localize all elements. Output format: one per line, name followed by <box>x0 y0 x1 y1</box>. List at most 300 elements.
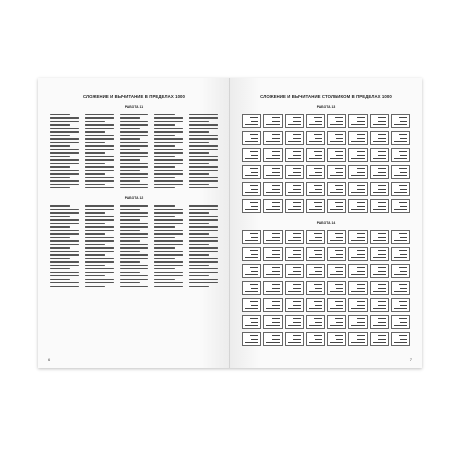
exercise-line <box>85 233 105 234</box>
exercise-line <box>189 145 218 146</box>
exercise-column <box>50 205 79 286</box>
exercise-line <box>85 205 114 206</box>
exercise-line <box>189 254 209 255</box>
exercise-line <box>154 279 174 280</box>
column-exercise-cell <box>370 131 389 145</box>
exercise-line <box>189 237 218 238</box>
exercise-line <box>189 268 218 269</box>
exercise-line <box>85 268 114 269</box>
exercise-line <box>120 156 149 157</box>
exercise-line <box>120 121 149 122</box>
exercise-line <box>50 219 79 220</box>
exercise-line <box>189 261 218 262</box>
exercise-line <box>50 149 79 150</box>
exercise-line <box>85 261 114 262</box>
exercise-line <box>189 282 218 283</box>
exercise-line <box>50 244 79 245</box>
exercise-line <box>50 145 70 146</box>
column-exercise-cell <box>327 165 346 179</box>
open-workbook <box>38 78 422 368</box>
exercise-line <box>50 209 79 210</box>
exercise-line <box>50 212 79 213</box>
column-exercise-cell <box>285 131 304 145</box>
exercise-line <box>120 173 149 174</box>
column-exercise-cell <box>242 165 261 179</box>
section-label-14: РАБОТА 14 <box>316 221 336 225</box>
exercise-line <box>189 219 218 220</box>
column-exercise-cell <box>263 114 282 128</box>
exercise-line <box>189 184 209 185</box>
column-exercise-cell <box>391 131 410 145</box>
exercise-line <box>50 275 79 276</box>
column-exercise-cell <box>306 182 325 196</box>
exercise-line <box>50 286 79 287</box>
exercise-line <box>154 216 174 217</box>
exercise-line <box>120 117 140 118</box>
page-number-right: 7 <box>409 357 412 362</box>
exercise-line <box>189 258 218 259</box>
column-exercise-cell <box>348 247 367 261</box>
exercise-line <box>154 226 174 227</box>
exercise-line <box>85 237 114 238</box>
column-exercise-cell <box>263 281 282 295</box>
column-exercise-cell <box>348 114 367 128</box>
left-page <box>38 78 230 368</box>
exercise-column <box>154 205 183 286</box>
left-page-title: СЛОЖЕНИЕ И ВЫЧИТАНИЕ В ПРЕДЕЛАХ 1000 <box>82 94 186 99</box>
exercise-line <box>85 159 114 160</box>
exercise-line <box>85 240 114 241</box>
exercise-line <box>50 138 79 139</box>
column-exercise-cell <box>348 148 367 162</box>
exercise-line <box>154 237 174 238</box>
exercise-line <box>120 124 149 125</box>
column-exercise-cell <box>391 247 410 261</box>
column-exercise-cell <box>391 230 410 244</box>
exercise-line <box>189 247 218 248</box>
exercise-line <box>120 145 149 146</box>
exercise-line <box>50 135 70 136</box>
exercise-line <box>85 145 114 146</box>
exercise-line <box>85 135 114 136</box>
exercise-line <box>120 244 149 245</box>
column-exercise-cell <box>370 315 389 329</box>
exercise-line <box>120 240 140 241</box>
exercise-line <box>120 272 140 273</box>
exercise-line <box>189 121 209 122</box>
exercise-line <box>189 159 218 160</box>
exercise-line <box>85 275 105 276</box>
column-exercise-cell <box>370 182 389 196</box>
exercise-line <box>120 187 149 188</box>
column-exercises-13 <box>240 114 412 213</box>
exercise-line <box>189 240 218 241</box>
exercise-line <box>154 275 183 276</box>
exercise-line <box>50 240 79 241</box>
exercise-line <box>154 114 174 115</box>
column-exercise-cell <box>348 281 367 295</box>
exercise-line <box>85 258 114 259</box>
column-exercise-cell <box>263 131 282 145</box>
exercise-line <box>189 166 218 167</box>
column-exercise-cell <box>242 182 261 196</box>
exercise-line <box>50 237 70 238</box>
column-exercise-cell <box>285 298 304 312</box>
exercise-line <box>120 159 140 160</box>
exercise-block-11 <box>48 114 220 188</box>
exercise-line <box>50 180 79 181</box>
column-exercise-cell <box>327 332 346 346</box>
exercise-line <box>189 230 218 231</box>
exercise-line <box>189 128 218 129</box>
column-exercise-cell <box>391 298 410 312</box>
exercise-line <box>85 131 105 132</box>
exercise-line <box>120 216 149 217</box>
column-exercise-cell <box>263 148 282 162</box>
exercise-line <box>85 226 114 227</box>
exercise-line <box>85 219 114 220</box>
exercise-line <box>189 275 209 276</box>
column-exercise-cell <box>391 165 410 179</box>
section-label-11: РАБОТА 11 <box>124 105 144 109</box>
exercise-line <box>120 152 149 153</box>
column-exercise-cell <box>263 182 282 196</box>
exercise-line <box>154 135 174 136</box>
exercise-line <box>85 138 114 139</box>
exercise-line <box>50 124 70 125</box>
column-exercise-cell <box>327 199 346 213</box>
column-exercise-cell <box>370 247 389 261</box>
exercise-line <box>154 152 183 153</box>
exercise-line <box>154 247 174 248</box>
exercise-line <box>189 124 218 125</box>
exercise-line <box>189 170 218 171</box>
exercise-line <box>120 275 149 276</box>
column-exercise-cell <box>242 281 261 295</box>
exercise-line <box>85 279 114 280</box>
exercise-line <box>189 163 209 164</box>
exercise-line <box>120 282 140 283</box>
exercise-column <box>50 114 79 188</box>
exercise-line <box>189 149 218 150</box>
exercise-line <box>154 258 174 259</box>
exercise-line <box>120 135 149 136</box>
exercise-line <box>154 142 183 143</box>
exercise-line <box>189 244 209 245</box>
column-exercise-cell <box>370 230 389 244</box>
exercise-line <box>85 187 114 188</box>
column-exercise-cell <box>327 298 346 312</box>
exercise-line <box>189 212 209 213</box>
column-exercise-cell <box>391 182 410 196</box>
exercise-line <box>154 180 183 181</box>
exercise-line <box>154 212 183 213</box>
exercise-line <box>120 230 140 231</box>
exercise-line <box>189 177 218 178</box>
exercise-line <box>154 187 174 188</box>
column-exercise-cell <box>327 131 346 145</box>
exercise-line <box>50 282 79 283</box>
exercise-line <box>154 124 174 125</box>
exercise-line <box>85 117 114 118</box>
exercise-line <box>189 216 218 217</box>
column-exercise-cell <box>306 332 325 346</box>
column-exercise-cell <box>327 114 346 128</box>
column-exercise-cell <box>263 199 282 213</box>
exercise-line <box>85 265 105 266</box>
exercise-line <box>85 247 114 248</box>
column-exercise-cell <box>263 298 282 312</box>
column-exercise-cell <box>370 264 389 278</box>
column-exercise-cell <box>327 182 346 196</box>
column-exercise-cell <box>242 315 261 329</box>
exercise-line <box>189 180 218 181</box>
exercise-line <box>189 173 209 174</box>
exercise-line <box>189 135 218 136</box>
column-exercise-cell <box>306 298 325 312</box>
exercise-line <box>120 205 149 206</box>
exercise-line <box>85 149 114 150</box>
exercise-line <box>120 149 140 150</box>
column-exercise-cell <box>370 114 389 128</box>
exercise-line <box>50 166 70 167</box>
exercise-line <box>85 212 105 213</box>
exercise-line <box>50 251 79 252</box>
exercise-line <box>120 180 140 181</box>
column-exercise-cell <box>242 230 261 244</box>
exercise-line <box>154 272 183 273</box>
exercise-line <box>154 177 174 178</box>
column-exercise-cell <box>285 332 304 346</box>
exercise-line <box>154 240 183 241</box>
exercise-column <box>85 205 114 286</box>
exercise-line <box>50 187 70 188</box>
exercise-line <box>85 230 114 231</box>
exercise-line <box>85 156 114 157</box>
section-label-13: РАБОТА 13 <box>316 105 336 109</box>
exercise-line <box>154 184 183 185</box>
exercise-line <box>154 230 183 231</box>
exercise-column <box>189 114 218 188</box>
exercise-line <box>154 128 183 129</box>
exercise-line <box>120 233 149 234</box>
column-exercise-cell <box>370 148 389 162</box>
column-exercise-cell <box>348 199 367 213</box>
column-exercise-cell <box>285 264 304 278</box>
exercise-line <box>154 254 183 255</box>
exercise-line <box>50 226 70 227</box>
column-exercise-cell <box>370 281 389 295</box>
exercise-line <box>189 265 209 266</box>
exercise-line <box>154 268 174 269</box>
exercise-line <box>50 254 79 255</box>
exercise-line <box>154 223 183 224</box>
section-label-12: РАБОТА 12 <box>124 196 144 201</box>
column-exercise-cell <box>327 264 346 278</box>
exercise-line <box>85 124 114 125</box>
column-exercise-cell <box>348 315 367 329</box>
column-exercise-cell <box>370 298 389 312</box>
column-exercise-cell <box>370 165 389 179</box>
exercise-line <box>189 223 209 224</box>
right-page <box>230 78 422 368</box>
column-exercise-cell <box>348 298 367 312</box>
column-exercise-cell <box>263 332 282 346</box>
exercise-line <box>189 187 218 188</box>
column-exercise-cell <box>391 199 410 213</box>
column-exercise-cell <box>285 182 304 196</box>
column-exercise-cell <box>370 332 389 346</box>
column-exercise-cell <box>370 199 389 213</box>
exercise-line <box>120 114 149 115</box>
exercise-line <box>189 152 209 153</box>
exercise-line <box>120 142 149 143</box>
exercise-line <box>50 117 79 118</box>
column-exercise-cell <box>263 165 282 179</box>
exercise-line <box>85 173 105 174</box>
column-exercise-cell <box>391 148 410 162</box>
column-exercise-cell <box>242 114 261 128</box>
exercise-line <box>120 177 149 178</box>
exercise-line <box>154 251 183 252</box>
column-exercise-cell <box>391 281 410 295</box>
exercise-line <box>120 131 149 132</box>
column-exercise-cell <box>242 298 261 312</box>
exercise-line <box>120 128 140 129</box>
exercise-line <box>85 121 105 122</box>
exercise-line <box>50 170 79 171</box>
exercise-line <box>154 205 174 206</box>
exercise-line <box>154 149 183 150</box>
exercise-line <box>189 117 218 118</box>
exercise-line <box>120 251 140 252</box>
exercise-line <box>120 254 149 255</box>
column-exercise-cell <box>263 264 282 278</box>
column-exercise-cell <box>348 332 367 346</box>
exercise-column <box>85 114 114 188</box>
column-exercise-cell <box>285 281 304 295</box>
exercise-line <box>85 177 114 178</box>
column-exercise-cell <box>327 247 346 261</box>
exercise-line <box>120 247 149 248</box>
exercise-line <box>120 212 149 213</box>
column-exercise-cell <box>242 247 261 261</box>
column-exercise-cell <box>306 199 325 213</box>
exercise-line <box>50 265 79 266</box>
exercise-line <box>50 173 79 174</box>
exercise-line <box>50 216 70 217</box>
exercise-line <box>154 156 174 157</box>
column-exercise-cell <box>285 199 304 213</box>
exercise-line <box>154 166 174 167</box>
exercise-line <box>50 156 70 157</box>
exercise-line <box>189 226 218 227</box>
exercise-line <box>50 163 79 164</box>
exercise-line <box>154 117 183 118</box>
exercise-line <box>85 223 105 224</box>
exercise-line <box>120 258 149 259</box>
column-exercise-cell <box>263 315 282 329</box>
exercise-line <box>85 170 114 171</box>
column-exercise-cell <box>285 230 304 244</box>
right-page-title: СЛОЖЕНИЕ И ВЫЧИТАНИЕ СТОЛБИКОМ В ПРЕДЕЛАХ 1000 <box>260 94 392 99</box>
column-exercise-cell <box>263 247 282 261</box>
column-exercise-cell <box>348 182 367 196</box>
exercise-line <box>85 163 105 164</box>
exercise-column <box>154 114 183 188</box>
exercise-block-12 <box>48 205 220 286</box>
column-exercise-cell <box>242 148 261 162</box>
exercise-line <box>189 209 218 210</box>
exercise-line <box>154 145 174 146</box>
exercise-line <box>50 230 79 231</box>
column-exercise-cell <box>348 131 367 145</box>
column-exercise-cell <box>285 315 304 329</box>
exercise-line <box>154 286 183 287</box>
column-exercise-cell <box>348 165 367 179</box>
exercise-line <box>189 272 218 273</box>
exercise-line <box>154 131 183 132</box>
exercise-line <box>154 138 183 139</box>
exercise-line <box>120 237 149 238</box>
exercise-line <box>50 233 79 234</box>
exercise-line <box>189 138 218 139</box>
exercise-line <box>50 247 70 248</box>
exercise-line <box>189 205 218 206</box>
exercise-line <box>189 233 209 234</box>
exercise-line <box>85 272 114 273</box>
exercise-line <box>120 223 149 224</box>
column-exercise-cell <box>306 230 325 244</box>
exercise-line <box>85 254 105 255</box>
exercise-line <box>50 177 70 178</box>
column-exercise-cell <box>327 230 346 244</box>
column-exercise-cell <box>306 247 325 261</box>
exercise-line <box>120 261 140 262</box>
exercise-line <box>189 156 218 157</box>
exercise-line <box>85 152 105 153</box>
exercise-line <box>50 114 70 115</box>
exercise-line <box>120 226 149 227</box>
exercise-line <box>50 131 79 132</box>
column-exercise-cell <box>306 315 325 329</box>
exercise-line <box>50 159 79 160</box>
exercise-line <box>85 282 114 283</box>
exercise-line <box>154 173 183 174</box>
exercise-line <box>120 219 140 220</box>
exercise-line <box>50 279 70 280</box>
exercise-line <box>50 268 70 269</box>
exercise-line <box>120 166 149 167</box>
column-exercise-cell <box>306 148 325 162</box>
column-exercise-cell <box>263 230 282 244</box>
column-exercise-cell <box>242 199 261 213</box>
exercise-line <box>189 286 209 287</box>
exercise-line <box>85 142 105 143</box>
exercise-line <box>189 114 218 115</box>
column-exercise-cell <box>285 247 304 261</box>
exercise-column <box>189 205 218 286</box>
exercise-line <box>154 170 183 171</box>
exercise-line <box>189 131 209 132</box>
exercise-line <box>50 152 79 153</box>
exercise-line <box>189 251 218 252</box>
exercise-line <box>85 216 114 217</box>
column-exercise-cell <box>391 264 410 278</box>
exercise-line <box>50 121 79 122</box>
column-exercise-cell <box>391 315 410 329</box>
column-exercise-cell <box>306 165 325 179</box>
